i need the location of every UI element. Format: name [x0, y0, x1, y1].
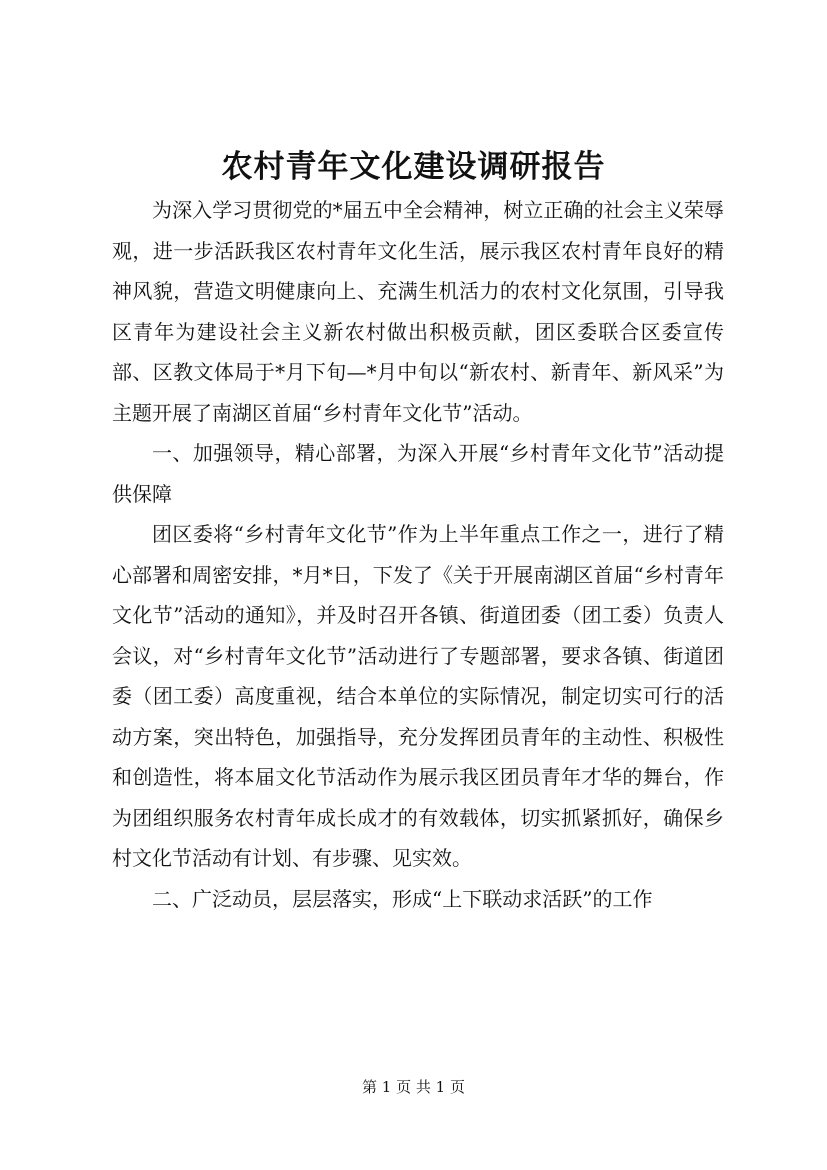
page-footer: 第 1 页 共 1 页	[362, 1078, 465, 1096]
section-heading-1: 一、加强领导，精心部署，为深入开展“乡村青年文化节”活动提供保障	[112, 441, 724, 506]
paragraph-section-1: 团区委将“乡村青年文化节”作为上半年重点工作之一，进行了精心部署和周密安排，*月*日，下发了《关于开展南湖区首届“乡村青年文化节”活动的通知》，并及时召开各镇、街道团委（团工委）负责人会议，对“乡村青年文化节”活动进行了专题部署，要求各镇、街道团委（团工委）高度重视，结合本单位的实际情况，制定切实可行的活动方案，突出特色，加强指导，充分发挥团员青年的主动性、积极性和创造性，将本届文化节活动作为展示我区团员青年才华的舞台，作为团组织服务农村青年成长成才的有效载体，切实抓紧抓好，确保乡村文化节活动有计划、有步骤、见实效。	[112, 522, 724, 870]
paragraph-intro: 为深入学习贯彻党的*届五中全会精神，树立正确的社会主义荣辱观，进一步活跃我区农村青年文化生活，展示我区农村青年良好的精神风貌，营造文明健康向上、充满生机活力的农村文化氛围，引导我区青年为建设社会主义新农村做出积极贡献，团区委联合区委宣传部、区教文体局于*月下旬—*月中旬以“新农村、新青年、新风采”为主题开展了南湖区首届“乡村青年文化节”活动。	[112, 198, 724, 425]
section-heading-2: 二、广泛动员，层层落实，形成“上下联动求活跃”的工作	[152, 886, 653, 911]
document-body	[112, 190, 724, 919]
document-title: 农村青年文化建设调研报告	[221, 149, 606, 185]
